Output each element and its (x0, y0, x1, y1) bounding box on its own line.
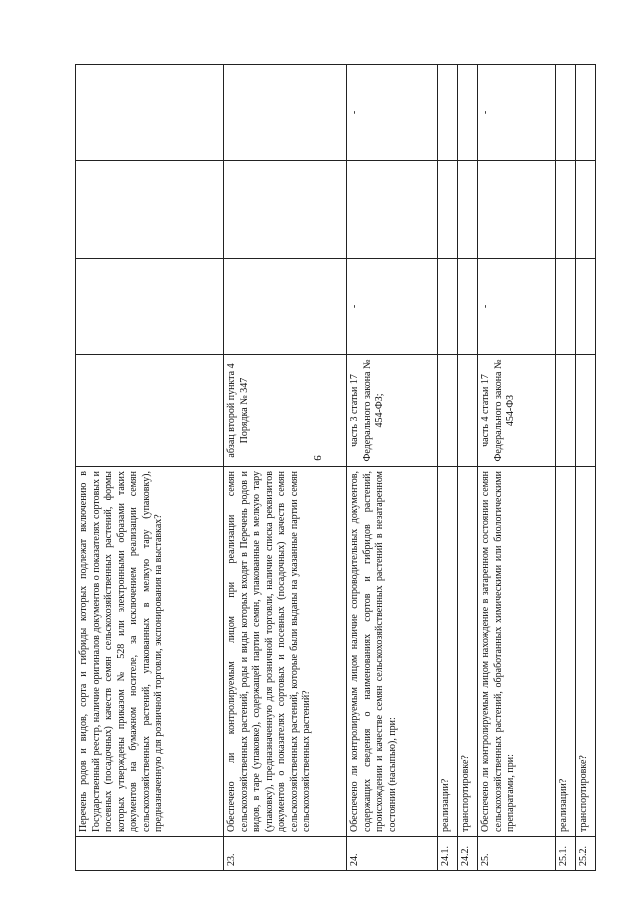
row-number-cell: 24.2. (458, 837, 478, 871)
answer-no-cell (438, 161, 458, 259)
answer-yes-cell (576, 259, 596, 355)
answer-yes-cell (458, 259, 478, 355)
answer-yes-cell (224, 259, 347, 355)
legal-reference-cell: абзац второй пункта 4 Порядка № 347 (224, 355, 347, 467)
row-number-cell: 24.1. (438, 837, 458, 871)
answer-yes-cell: - (347, 259, 438, 355)
question-cell: Обеспечено ли контролируемым лицом при реализации семян сельскохозяйственных растений, роды и виды которых входят в Перечень родов и видов, в таре (упаковке), содержащей партии семян, упакованные в мелкую тару (упаковку), предназначенную для розничной торговли, наличие списка реквизитов документов о показателях сортовых и посевных (посадочных) качеств семян сельскохозяйственных растений, которые были выданы на указанные партии семян сельскохозяйственных растений? (224, 467, 347, 837)
answer-yes-cell (438, 259, 458, 355)
row-number-cell: 25. (478, 837, 556, 871)
table-row (556, 65, 576, 871)
question-cell: реализации? (556, 467, 576, 837)
question-cell: Обеспечено ли контролируемым лицом наличие сопроводительных документов, содержащих сведения о наименованиях сортов и гибридов растений, происхождении и качестве семян сельскохозяйственных растений в незатаренном состоянии (насыпью), при: (347, 467, 438, 837)
row-number-cell: 25.2. (576, 837, 596, 871)
row-number-cell (76, 837, 224, 871)
row-number-cell: 24. (347, 837, 438, 871)
legal-reference-cell (556, 355, 576, 467)
answer-yes-cell (556, 259, 576, 355)
checklist-table-wrapper (75, 65, 592, 871)
table-row (458, 65, 478, 871)
legal-reference-cell (576, 355, 596, 467)
table-row (76, 65, 224, 871)
answer-yes-cell: - (478, 259, 556, 355)
legal-reference-cell: часть 4 статьи 17 Федерального закона № 454-ФЗ (478, 355, 556, 467)
row-number-cell: 23. (224, 837, 347, 871)
row-number-cell: 25.1. (556, 837, 576, 871)
answer-not-applicable-cell: - (347, 65, 438, 161)
question-cell: транспортировке? (458, 467, 478, 837)
answer-not-applicable-cell (576, 65, 596, 161)
answer-no-cell (347, 161, 438, 259)
question-cell: транспортировке? (576, 467, 596, 837)
table-row (576, 65, 596, 871)
answer-no-cell (458, 161, 478, 259)
answer-no-cell (224, 161, 347, 259)
answer-no-cell (76, 161, 224, 259)
answer-not-applicable-cell: - (478, 65, 556, 161)
answer-no-cell (556, 161, 576, 259)
answer-not-applicable-cell (224, 65, 347, 161)
legal-reference-cell (76, 355, 224, 467)
answer-not-applicable-cell (438, 65, 458, 161)
answer-not-applicable-cell (556, 65, 576, 161)
answer-yes-cell (76, 259, 224, 355)
answer-not-applicable-cell (458, 65, 478, 161)
table-row (347, 65, 438, 871)
legal-reference-cell: часть 3 статьи 17 Федерального закона № 454-ФЗ; (347, 355, 438, 467)
table-row (438, 65, 458, 871)
answer-no-cell (576, 161, 596, 259)
answer-not-applicable-cell (76, 65, 224, 161)
page-number: 9 (311, 455, 323, 461)
table-row (478, 65, 556, 871)
question-cell: реализации? (438, 467, 458, 837)
legal-reference-cell (458, 355, 478, 467)
question-cell: Перечень родов и видов, сорта и гибриды которых подлежат включению в Государственный реестр, наличие оригиналов документов о показателях сортовых и посевных (посадочных) качеств семян сельскохозяйственных растений, формы которых утверждены приказом № 528 или электронными образами таких документов на бумажном носителе, за исключением реализации семян сельскохозяйственных растений, упакованных в мелкую тару (упаковку), предназначенную для розничной торговли, экспонирования на выставках? (76, 467, 224, 837)
checklist-table (75, 64, 596, 871)
question-cell: Обеспечено ли контролируемым лицом нахождение в затаренном состоянии семян сельскохозяйственных растений, обработанных химическими или биологическими препаратами, при: (478, 467, 556, 837)
table-row (224, 65, 347, 871)
checklist-table-rotated (75, 65, 592, 871)
legal-reference-cell (438, 355, 458, 467)
answer-no-cell (478, 161, 556, 259)
